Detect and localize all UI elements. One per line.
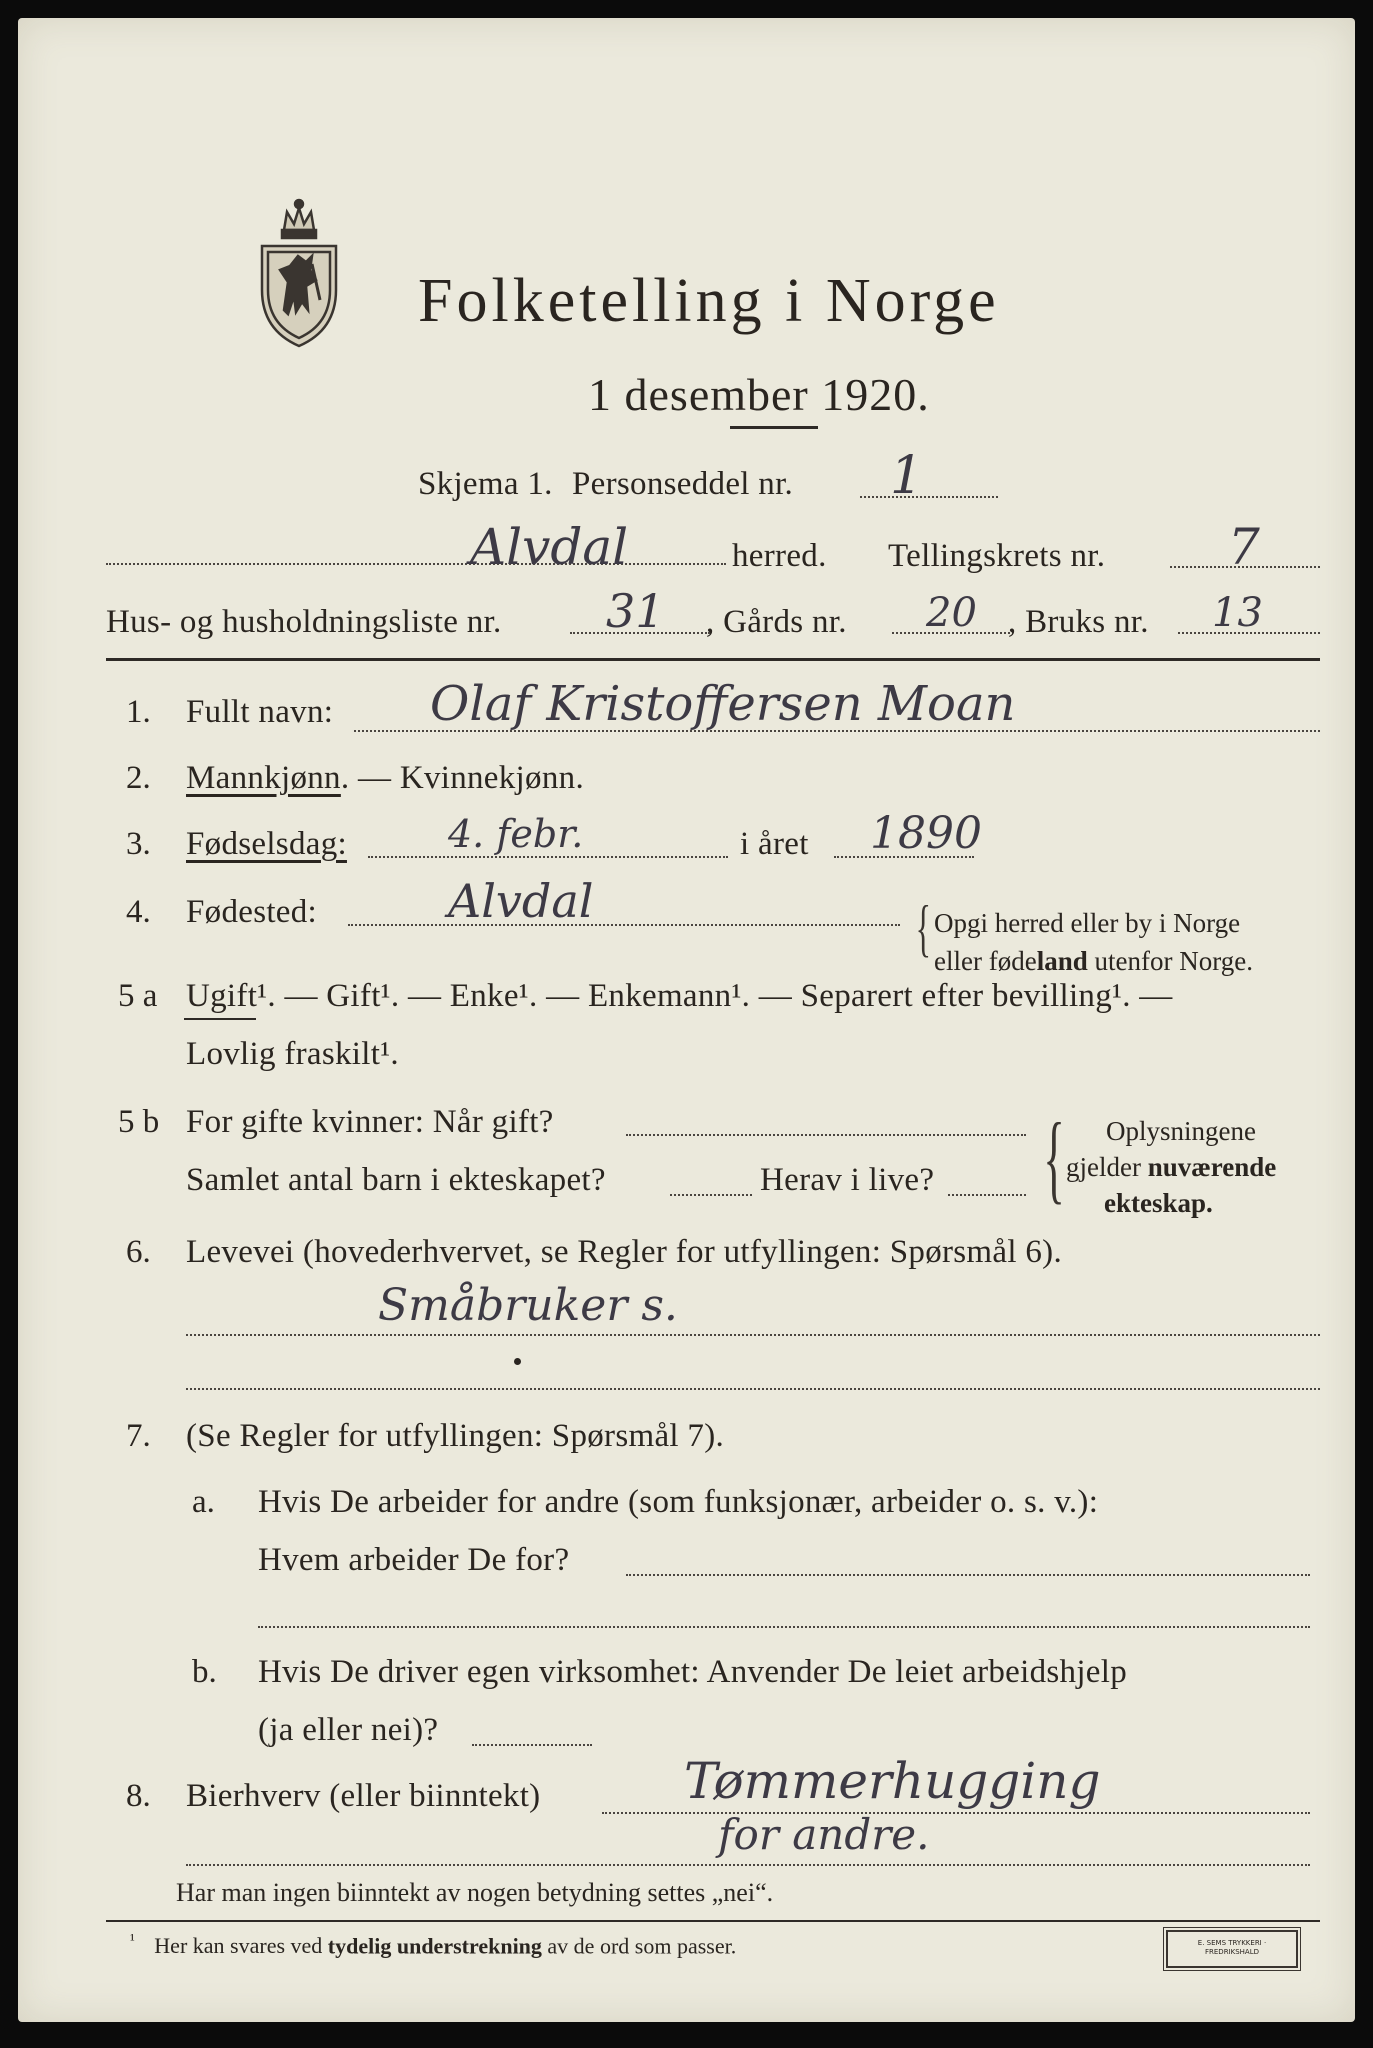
tellingskrets-label: Tellingskrets nr.	[888, 538, 1106, 574]
q4-note-2a: eller føde	[934, 946, 1037, 976]
q5b-children-line	[670, 1194, 752, 1196]
hus-value: 31	[606, 584, 665, 638]
title-divider	[730, 426, 818, 429]
footer-note: Har man ingen biinntekt av nogen betydning settes „nei“.	[176, 1878, 774, 1907]
q4-note-2c: utenfor Norge.	[1087, 946, 1253, 976]
gards-line	[892, 632, 1010, 634]
q5b-note-line3: ekteskap.	[1104, 1188, 1213, 1218]
tellingskrets-value: 7	[1228, 518, 1260, 576]
q3-year-value: 1890	[870, 808, 982, 859]
q5b-alive-label: Herav i live?	[760, 1162, 935, 1198]
q3-birthday-value: 4. febr.	[448, 812, 584, 856]
q8-number: 8.	[126, 1778, 151, 1814]
q4-note-line1: Opgi herred eller by i Norge	[934, 908, 1241, 938]
census-form-page	[18, 18, 1355, 2022]
q4-brace: {	[915, 892, 932, 963]
bruks-label: , Bruks nr.	[1008, 604, 1149, 640]
q5b-married-line	[626, 1134, 1026, 1136]
q1-number: 1.	[126, 694, 151, 730]
q4-number: 4.	[126, 894, 151, 930]
q7b-label1: Hvis De driver egen virksomhet: Anvender De leiet arbeidshjelp	[258, 1654, 1128, 1690]
q7a-letter: a.	[192, 1484, 215, 1520]
q7b-line	[472, 1744, 592, 1746]
q4-note-2b: land	[1036, 946, 1088, 976]
page-title: Folketelling i Norge	[418, 267, 1000, 335]
q1-line	[354, 730, 1320, 732]
q2-options	[186, 760, 584, 797]
footnote-c: av de ord som passer.	[541, 1933, 737, 1959]
q7-label: (Se Regler for utfyllingen: Spørsmål 7).	[186, 1418, 725, 1454]
q2-number: 2.	[126, 760, 151, 796]
personseddel-value: 1	[890, 446, 924, 506]
q1-full-name-value: Olaf Kristoffersen Moan	[430, 676, 1016, 732]
q5b-married-label: For gifte kvinner: Når gift?	[186, 1104, 554, 1140]
q7-number: 7.	[126, 1418, 151, 1454]
q6-line1	[186, 1334, 1320, 1336]
hus-label: Hus- og husholdningsliste nr.	[106, 604, 502, 640]
schema-label: Skjema 1.	[418, 466, 553, 502]
q5b-alive-line	[948, 1194, 1026, 1196]
q3-line	[368, 856, 728, 858]
ink-mark	[514, 1358, 521, 1365]
q7a-label2: Hvem arbeider De for?	[258, 1542, 570, 1578]
q5b-note-line2	[1066, 1152, 1276, 1183]
q5b-note-2b: nuværende	[1147, 1152, 1277, 1182]
q4-label: Fødested:	[186, 894, 318, 930]
q6-number: 6.	[126, 1234, 151, 1270]
footnote-mark: ¹	[130, 1932, 135, 1949]
footnote-a: Her kan svares ved	[154, 1933, 328, 1959]
norwegian-coat-of-arms-icon	[254, 190, 344, 355]
personseddel-label: Personseddel nr.	[572, 466, 794, 502]
q5a-number: 5 a	[118, 978, 158, 1014]
q2-sep: . —	[340, 760, 400, 796]
q7b-label2: (ja eller nei)?	[258, 1712, 439, 1748]
footnote-b: tydelig understrekning	[327, 1933, 542, 1959]
gards-label: , Gårds nr.	[706, 604, 847, 640]
gards-value: 20	[926, 590, 977, 636]
q5a-options: Ugift¹. — Gift¹. — Enke¹. — Enkemann¹. — Separert efter bevilling¹. —	[186, 978, 1173, 1014]
q3-label: Fødselsdag:	[186, 826, 347, 862]
q2-female-option: Kvinnekjønn	[399, 760, 576, 796]
q7a-line1	[626, 1574, 1310, 1576]
q5b-children-label: Samlet antal barn i ekteskapet?	[186, 1162, 606, 1198]
footer-rule	[106, 1920, 1320, 1922]
section-divider	[106, 658, 1320, 661]
q7a-line2	[258, 1626, 1310, 1628]
herred-value: Alvdal	[470, 518, 629, 576]
q8-side-income-value2: for andre.	[718, 1810, 930, 1859]
personseddel-line	[860, 496, 998, 498]
q3-year-label: i året	[740, 826, 809, 862]
herred-line	[106, 563, 726, 565]
footnote	[130, 1932, 736, 1959]
q2-end: .	[575, 760, 584, 796]
bruks-line	[1178, 632, 1320, 634]
q5b-number: 5 b	[118, 1104, 160, 1140]
hus-line	[570, 632, 710, 634]
q3-year-line	[834, 856, 974, 858]
q6-label: Levevei (hovederhvervet, se Regler for utfyllingen: Spørsmål 6).	[186, 1234, 1063, 1270]
q2-male-option: Mannkjønn	[186, 760, 341, 796]
tellingskrets-line	[1170, 566, 1320, 568]
q7a-label1: Hvis De arbeider for andre (som funksjonær, arbeider o. s. v.):	[258, 1484, 1099, 1520]
q5b-brace: {	[1043, 1102, 1065, 1213]
q5b-note-2a: gjelder	[1066, 1152, 1148, 1182]
q7b-letter: b.	[192, 1654, 217, 1690]
q4-birthplace-value: Alvdal	[448, 874, 594, 928]
printer-stamp	[1166, 1930, 1298, 1968]
q8-label: Bierhverv (eller biinntekt)	[186, 1778, 541, 1814]
census-date: 1 desember 1920.	[588, 369, 930, 420]
bruks-value: 13	[1212, 590, 1263, 636]
q5a-options-cont: Lovlig fraskilt¹.	[186, 1036, 399, 1072]
herred-label: herred.	[732, 538, 827, 574]
q5b-note-line1: Oplysningene	[1106, 1116, 1256, 1146]
q8-line2	[186, 1864, 1310, 1866]
q8-line1	[602, 1812, 1310, 1814]
q4-note-line2	[934, 946, 1253, 977]
q8-side-income-value1: Tømmerhugging	[684, 1752, 1101, 1810]
printer-stamp-text: E. SEMS TRYKKERI · FREDRIKSHALD	[1197, 1939, 1267, 1956]
q5a-ugift-underline	[184, 1018, 256, 1020]
q1-label: Fullt navn:	[186, 694, 334, 730]
q6-line2	[186, 1388, 1320, 1390]
q6-occupation-value: Småbruker s.	[378, 1280, 678, 1331]
q3-number: 3.	[126, 826, 151, 862]
q4-line	[348, 924, 900, 926]
